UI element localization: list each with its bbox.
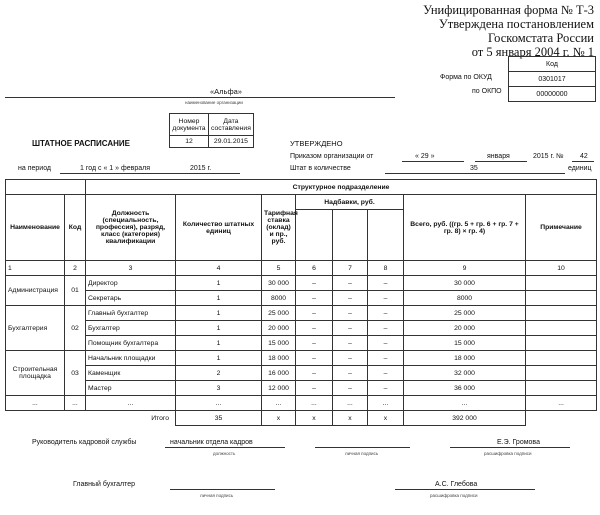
rate-cell: 12 000 <box>262 381 296 396</box>
approved-label: УТВЕРЖДЕНО <box>290 139 343 148</box>
total-x: х <box>333 411 368 426</box>
doc-title: ШТАТНОЕ РАСПИСАНИЕ <box>32 139 130 148</box>
allowance-cell: – <box>333 366 368 381</box>
units-cell: 1 <box>176 321 262 336</box>
note-cell <box>526 291 597 306</box>
okud-value: 0301017 <box>509 72 596 87</box>
header-rate: Тарифная ставка (оклад) и пр., руб. <box>262 195 296 261</box>
table-row <box>6 351 597 366</box>
allowance-cell: – <box>333 336 368 351</box>
allowance-cell: – <box>368 336 404 351</box>
rate-cell: 30 000 <box>262 276 296 291</box>
accountant-label: Главный бухгалтер <box>73 481 135 488</box>
table-row <box>6 336 597 351</box>
allowance-cell: – <box>368 321 404 336</box>
form-header-line4: от 5 января 2004 г. № 1 <box>471 45 594 59</box>
total-cell: 25 000 <box>404 306 526 321</box>
order-day: « 29 » <box>415 153 435 160</box>
table-row <box>6 381 597 396</box>
allowance-cell: – <box>333 306 368 321</box>
col-num: 8 <box>368 261 404 276</box>
order-day-line <box>402 161 464 162</box>
doc-date-label: Дата составления <box>209 114 254 136</box>
position-cell: Помощник бухгалтера <box>86 336 176 351</box>
allowance-cell: – <box>296 336 333 351</box>
note-cell <box>526 306 597 321</box>
codes-table <box>508 56 596 102</box>
header-note: Примечание <box>526 195 597 261</box>
accountant-caption-sign: личная подпись <box>200 493 234 498</box>
form-header-line3: Госкомстата России <box>488 31 594 45</box>
doc-number-label: Номер документа <box>170 114 209 136</box>
okpo-value: 00000000 <box>509 87 596 102</box>
dept-name: Строительная площадка <box>6 351 65 396</box>
table-row <box>6 291 597 306</box>
total-cell: 20 000 <box>404 321 526 336</box>
table-row <box>6 276 597 291</box>
position-cell: Главный бухгалтер <box>86 306 176 321</box>
hr-position: начальник отдела кадров <box>170 439 253 446</box>
total-note <box>526 411 597 426</box>
header-units: Количество штатных единиц <box>176 195 262 261</box>
doc-number: 12 <box>170 136 209 148</box>
structural-corner <box>6 180 86 195</box>
rate-cell: 18 000 <box>262 351 296 366</box>
period-label: на период <box>18 165 52 172</box>
hr-name-line <box>450 447 570 448</box>
staff-line <box>385 173 565 174</box>
units-cell: 1 <box>176 276 262 291</box>
col-num: 10 <box>526 261 597 276</box>
col-num: 4 <box>176 261 262 276</box>
position-cell: Директор <box>86 276 176 291</box>
allowance-cell: – <box>368 351 404 366</box>
rate-cell: 15 000 <box>262 336 296 351</box>
total-x: х <box>368 411 404 426</box>
col-num: 7 <box>333 261 368 276</box>
form-header-line2: Утверждена постановлением <box>438 17 594 31</box>
header-name: Наименование <box>6 195 65 261</box>
total-cell: 8000 <box>404 291 526 306</box>
doc-number-table <box>169 113 254 148</box>
hr-caption-decode: расшифровка подписи <box>484 451 532 456</box>
rate-cell: 25 000 <box>262 306 296 321</box>
position-cell: Бухгалтер <box>86 321 176 336</box>
allowance-cell: – <box>296 381 333 396</box>
accountant-name: А.С. Глебова <box>435 481 478 488</box>
allowance-cell: – <box>333 276 368 291</box>
staff-unit: единиц <box>568 165 592 172</box>
dept-code: 01 <box>65 276 86 306</box>
table-row <box>6 366 597 381</box>
header-allowances: Надбавки, руб. <box>296 195 404 210</box>
order-year: 2015 г. № <box>533 153 564 160</box>
col-num: 6 <box>296 261 333 276</box>
total-units: 35 <box>176 411 262 426</box>
note-cell <box>526 366 597 381</box>
allowance-cell: – <box>296 366 333 381</box>
allowance-cell: – <box>296 321 333 336</box>
allowance-cell: – <box>296 276 333 291</box>
units-cell: 3 <box>176 381 262 396</box>
hr-name: Е.Э. Громова <box>497 439 540 446</box>
hr-label: Руководитель кадровой службы <box>32 439 137 446</box>
total-cell: 30 000 <box>404 276 526 291</box>
hr-position-line <box>165 447 285 448</box>
allowance-cell: – <box>368 306 404 321</box>
form-header <box>423 3 594 59</box>
dots-cell: ... <box>526 396 597 411</box>
dots-cell: ... <box>404 396 526 411</box>
period-value: 1 год с « 1 » февраля <box>80 165 150 172</box>
dots-cell: ... <box>176 396 262 411</box>
table-row <box>6 321 597 336</box>
dots-cell: ... <box>65 396 86 411</box>
rate-cell: 20 000 <box>262 321 296 336</box>
rate-cell: 8000 <box>262 291 296 306</box>
period-line <box>60 173 240 174</box>
note-cell <box>526 336 597 351</box>
position-cell: Каменщик <box>86 366 176 381</box>
total-cell: 18 000 <box>404 351 526 366</box>
allowance-cell: – <box>296 306 333 321</box>
position-cell: Секретарь <box>86 291 176 306</box>
order-number: 42 <box>580 153 588 160</box>
units-cell: 1 <box>176 306 262 321</box>
order-month-line <box>475 161 527 162</box>
allowance-cell: – <box>368 381 404 396</box>
dots-cell: ... <box>296 396 333 411</box>
order-month: января <box>487 153 510 160</box>
doc-date: 29.01.2015 <box>209 136 254 148</box>
allowance-cell: – <box>296 291 333 306</box>
allowance-cell: – <box>368 291 404 306</box>
units-cell: 2 <box>176 366 262 381</box>
col-num: 5 <box>262 261 296 276</box>
position-cell: Начальник площадки <box>86 351 176 366</box>
total-x: х <box>296 411 333 426</box>
position-cell: Мастер <box>86 381 176 396</box>
header-position: Должность (специальность, профессия), разряд, класс (категория) квалификации <box>86 195 176 261</box>
table-row <box>6 306 597 321</box>
total-x: х <box>262 411 296 426</box>
okpo-label: по ОКПО <box>472 88 502 95</box>
col-num: 9 <box>404 261 526 276</box>
hr-sign-line <box>315 447 410 448</box>
hr-caption-sign: личная подпись <box>345 451 379 456</box>
staff-schedule-table <box>5 179 597 426</box>
accountant-sign-line <box>170 489 275 490</box>
col-num: 2 <box>65 261 86 276</box>
org-name: «Альфа» <box>210 87 242 96</box>
col-num: 1 <box>6 261 65 276</box>
structural-header: Структурное подразделение <box>86 180 597 195</box>
allowance-col-8 <box>368 210 404 261</box>
org-caption: наименование организации <box>185 100 243 105</box>
allowance-cell: – <box>368 276 404 291</box>
accountant-name-line <box>395 489 535 490</box>
total-label: Итого <box>6 411 176 426</box>
accountant-caption-decode: расшифровка подписи <box>430 493 478 498</box>
form-header-line1: Унифицированная форма № Т-3 <box>423 3 594 17</box>
total-cell: 36 000 <box>404 381 526 396</box>
dots-cell: ... <box>368 396 404 411</box>
dots-cell: ... <box>262 396 296 411</box>
grand-total: 392 000 <box>404 411 526 426</box>
allowance-cell: – <box>333 321 368 336</box>
org-name-line <box>5 87 395 98</box>
note-cell <box>526 351 597 366</box>
staff-label: Штат в количестве <box>290 165 351 172</box>
units-cell: 1 <box>176 291 262 306</box>
dept-code: 02 <box>65 306 86 351</box>
okud-label: Форма по ОКУД <box>440 74 492 81</box>
table-row-ellipsis <box>6 396 597 411</box>
allowance-col-7 <box>333 210 368 261</box>
table-row-total <box>6 411 597 426</box>
hr-caption-position: должность <box>213 451 236 456</box>
units-cell: 1 <box>176 351 262 366</box>
dept-name: Бухгалтерия <box>6 306 65 351</box>
header-code: Код <box>65 195 86 261</box>
total-cell: 32 000 <box>404 366 526 381</box>
total-cell: 15 000 <box>404 336 526 351</box>
dept-name: Администрация <box>6 276 65 306</box>
rate-cell: 16 000 <box>262 366 296 381</box>
order-text: Приказом организации от <box>290 153 374 160</box>
allowance-col-6 <box>296 210 333 261</box>
header-total: Всего, руб. ((гр. 5 + гр. 6 + гр. 7 + гр. 8) × гр. 4) <box>404 195 526 261</box>
dots-cell: ... <box>86 396 176 411</box>
order-no-line <box>572 161 594 162</box>
allowance-cell: – <box>333 291 368 306</box>
allowance-cell: – <box>333 381 368 396</box>
allowance-cell: – <box>368 366 404 381</box>
codes-head: Код <box>509 57 596 72</box>
col-num: 3 <box>86 261 176 276</box>
note-cell <box>526 276 597 291</box>
dots-cell: ... <box>333 396 368 411</box>
allowance-cell: – <box>296 351 333 366</box>
staff-count: 35 <box>470 165 478 172</box>
allowance-cell: – <box>333 351 368 366</box>
period-year: 2015 г. <box>190 165 212 172</box>
dots-cell: ... <box>6 396 65 411</box>
note-cell <box>526 381 597 396</box>
units-cell: 1 <box>176 336 262 351</box>
note-cell <box>526 321 597 336</box>
dept-code: 03 <box>65 351 86 396</box>
